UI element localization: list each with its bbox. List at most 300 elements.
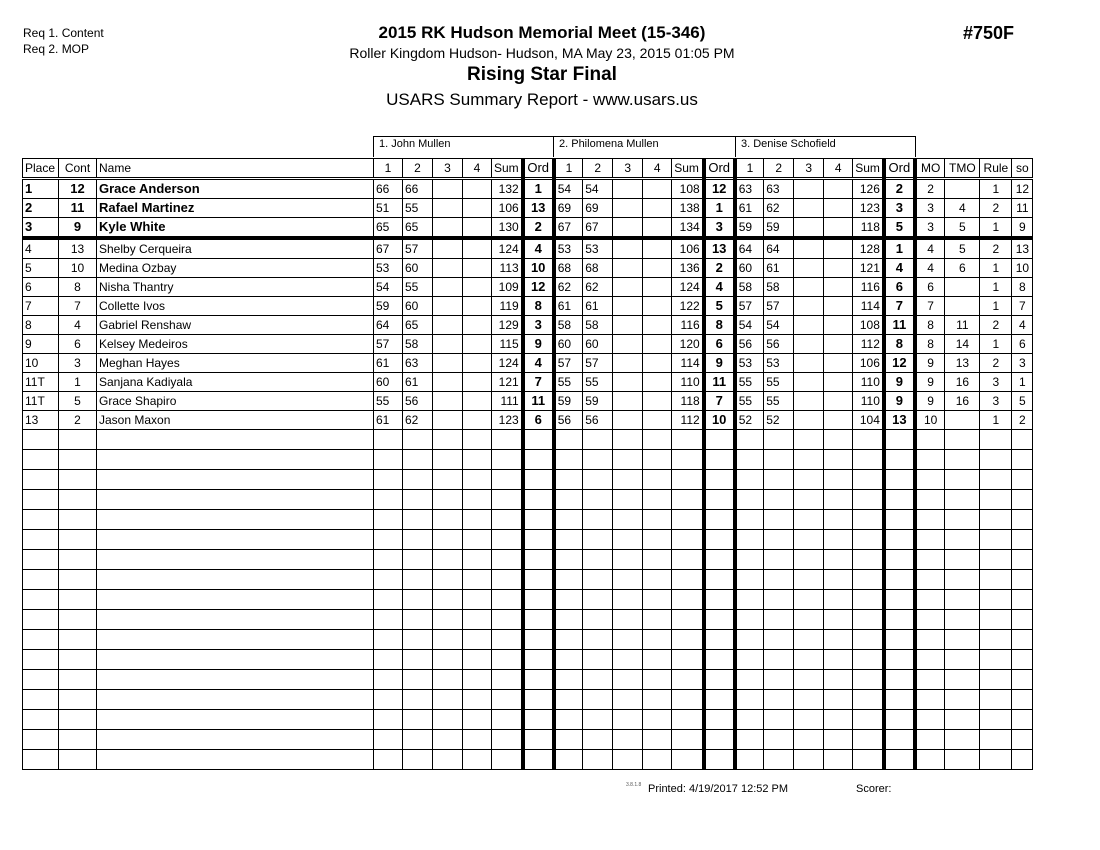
mo-cell: 8 (915, 316, 945, 335)
j1-sum-cell: 124 (492, 238, 523, 259)
empty-cell (1012, 430, 1033, 450)
col-header-place: Place (23, 159, 59, 179)
j3-score-cell: 61 (764, 259, 794, 278)
table-row (23, 297, 1033, 316)
rule-cell: 1 (980, 179, 1012, 199)
j1-score-cell (463, 179, 492, 199)
empty-cell (583, 470, 613, 490)
empty-cell (945, 590, 980, 610)
j3-score-cell (794, 238, 824, 259)
j3-score-cell: 55 (735, 373, 764, 392)
j3-score-cell: 57 (735, 297, 764, 316)
so-cell: 5 (1012, 392, 1033, 411)
empty-cell (554, 690, 583, 710)
j3-score-cell: 53 (735, 354, 764, 373)
judge-1-header: 1. John Mullen (373, 136, 554, 157)
j2-score-cell (643, 278, 672, 297)
empty-cell (945, 610, 980, 630)
empty-cell (613, 610, 643, 630)
empty-cell (523, 650, 554, 670)
j1-sum-cell: 132 (492, 179, 523, 199)
empty-cell (884, 510, 915, 530)
empty-cell (794, 650, 824, 670)
empty-cell (523, 670, 554, 690)
empty-cell (945, 530, 980, 550)
j3-sum-cell: 110 (853, 373, 884, 392)
j3-score-cell: 64 (735, 238, 764, 259)
empty-cell (853, 670, 884, 690)
empty-cell (59, 690, 97, 710)
j3-score-cell (794, 199, 824, 218)
j1-score-cell (463, 199, 492, 218)
empty-cell (59, 610, 97, 630)
rule-cell: 1 (980, 278, 1012, 297)
j1-ordinal-cell: 7 (523, 373, 554, 392)
empty-cell (945, 630, 980, 650)
j2-score-cell (643, 259, 672, 278)
empty-cell (980, 590, 1012, 610)
j1-score-cell: 66 (374, 179, 403, 199)
empty-cell (463, 470, 492, 490)
empty-cell (884, 610, 915, 630)
j3-score-cell (794, 179, 824, 199)
col-header-rule: Rule (980, 159, 1012, 179)
j1-score-cell: 67 (374, 238, 403, 259)
col-header-judge2-ord: Ord (704, 159, 735, 179)
empty-cell (523, 530, 554, 550)
j2-score-cell: 62 (554, 278, 583, 297)
j1-score-cell: 61 (403, 373, 433, 392)
empty-cell (945, 650, 980, 670)
empty-cell (764, 470, 794, 490)
empty-cell (554, 570, 583, 590)
empty-cell (613, 450, 643, 470)
empty-cell (433, 630, 463, 650)
empty-cell (643, 530, 672, 550)
empty-cell (704, 610, 735, 630)
place-cell: 8 (23, 316, 59, 335)
col-header-judge1-ord: Ord (523, 159, 554, 179)
empty-cell (735, 750, 764, 770)
so-cell: 2 (1012, 411, 1033, 430)
empty-cell (764, 530, 794, 550)
j2-ordinal-cell: 11 (704, 373, 735, 392)
j1-score-cell: 55 (374, 392, 403, 411)
empty-cell (884, 550, 915, 570)
empty-cell (23, 670, 59, 690)
empty-cell (523, 710, 554, 730)
empty-cell (403, 750, 433, 770)
empty-cell (794, 630, 824, 650)
j3-ordinal-cell: 7 (884, 297, 915, 316)
j3-sum-cell: 110 (853, 392, 884, 411)
j1-score-cell (433, 297, 463, 316)
empty-cell (980, 450, 1012, 470)
j3-ordinal-cell: 9 (884, 373, 915, 392)
empty-cell (403, 610, 433, 630)
empty-cell (853, 650, 884, 670)
empty-cell (824, 610, 853, 630)
empty-cell (915, 610, 945, 630)
empty-cell (583, 710, 613, 730)
empty-cell (523, 430, 554, 450)
skater-name-cell: Kyle White (97, 218, 374, 239)
empty-cell (523, 550, 554, 570)
venue-line: Roller Kingdom Hudson- Hudson, MA May 23, 2015 01:05 PM (349, 45, 735, 61)
empty-cell (915, 590, 945, 610)
j2-score-cell (643, 218, 672, 239)
empty-cell (492, 570, 523, 590)
empty-row (23, 710, 1033, 730)
j2-score-cell: 62 (583, 278, 613, 297)
empty-cell (583, 650, 613, 670)
empty-row (23, 430, 1033, 450)
j2-score-cell: 68 (554, 259, 583, 278)
j2-score-cell: 61 (554, 297, 583, 316)
empty-cell (672, 530, 704, 550)
tmo-cell (945, 179, 980, 199)
j1-score-cell: 53 (374, 259, 403, 278)
empty-cell (915, 670, 945, 690)
empty-cell (824, 530, 853, 550)
j3-score-cell (824, 259, 853, 278)
empty-cell (523, 730, 554, 750)
rule-cell: 2 (980, 316, 1012, 335)
empty-cell (794, 570, 824, 590)
empty-cell (945, 470, 980, 490)
empty-cell (704, 670, 735, 690)
empty-cell (764, 590, 794, 610)
empty-cell (1012, 590, 1033, 610)
empty-row (23, 530, 1033, 550)
empty-cell (59, 630, 97, 650)
empty-cell (463, 630, 492, 650)
empty-cell (884, 710, 915, 730)
j1-score-cell (463, 354, 492, 373)
empty-cell (403, 490, 433, 510)
j3-ordinal-cell: 13 (884, 411, 915, 430)
empty-row (23, 730, 1033, 750)
j1-sum-cell: 109 (492, 278, 523, 297)
col-header-so: so (1012, 159, 1033, 179)
j2-score-cell (613, 316, 643, 335)
col-header-judge2-2: 2 (583, 159, 613, 179)
empty-cell (764, 730, 794, 750)
empty-cell (523, 470, 554, 490)
j3-score-cell (794, 335, 824, 354)
j2-score-cell (613, 199, 643, 218)
j2-score-cell (613, 179, 643, 199)
j3-sum-cell: 128 (853, 238, 884, 259)
empty-cell (23, 470, 59, 490)
skater-name-cell: Kelsey Medeiros (97, 335, 374, 354)
empty-cell (613, 730, 643, 750)
j1-sum-cell: 130 (492, 218, 523, 239)
j3-ordinal-cell: 8 (884, 335, 915, 354)
empty-cell (374, 630, 403, 650)
j1-score-cell: 65 (403, 316, 433, 335)
empty-cell (433, 510, 463, 530)
empty-cell (794, 530, 824, 550)
empty-cell (374, 710, 403, 730)
empty-cell (884, 490, 915, 510)
contestant-number-cell: 10 (59, 259, 97, 278)
j3-score-cell: 57 (764, 297, 794, 316)
contestant-number-cell: 7 (59, 297, 97, 316)
empty-cell (735, 470, 764, 490)
j1-sum-cell: 111 (492, 392, 523, 411)
empty-cell (23, 590, 59, 610)
empty-cell (59, 510, 97, 530)
j1-score-cell: 55 (403, 278, 433, 297)
j3-score-cell (794, 411, 824, 430)
mo-cell: 3 (915, 199, 945, 218)
skater-name-cell: Jason Maxon (97, 411, 374, 430)
empty-cell (915, 710, 945, 730)
j3-score-cell: 55 (735, 392, 764, 411)
col-header-judge1-3: 3 (433, 159, 463, 179)
empty-cell (433, 670, 463, 690)
empty-cell (704, 730, 735, 750)
j1-score-cell (463, 316, 492, 335)
event-code: #750F (963, 23, 1015, 43)
j2-score-cell: 55 (554, 373, 583, 392)
empty-cell (794, 490, 824, 510)
j1-ordinal-cell: 12 (523, 278, 554, 297)
j1-sum-cell: 106 (492, 199, 523, 218)
col-header-judge1-4: 4 (463, 159, 492, 179)
so-cell: 3 (1012, 354, 1033, 373)
empty-cell (59, 490, 97, 510)
empty-cell (884, 650, 915, 670)
empty-cell (915, 490, 945, 510)
contestant-number-cell: 9 (59, 218, 97, 239)
empty-cell (884, 430, 915, 450)
j2-sum-cell: 136 (672, 259, 704, 278)
j3-score-cell: 55 (764, 373, 794, 392)
empty-row (23, 450, 1033, 470)
empty-cell (97, 590, 374, 610)
j2-ordinal-cell: 4 (704, 278, 735, 297)
empty-cell (980, 670, 1012, 690)
empty-cell (374, 550, 403, 570)
j1-ordinal-cell: 13 (523, 199, 554, 218)
j3-score-cell: 63 (735, 179, 764, 199)
empty-cell (583, 670, 613, 690)
col-header-judge1-sum: Sum (492, 159, 523, 179)
empty-cell (583, 430, 613, 450)
empty-cell (704, 470, 735, 490)
j2-ordinal-cell: 12 (704, 179, 735, 199)
empty-cell (554, 530, 583, 550)
j2-score-cell (643, 238, 672, 259)
empty-cell (824, 430, 853, 450)
empty-cell (433, 570, 463, 590)
j1-score-cell (463, 259, 492, 278)
empty-cell (433, 750, 463, 770)
empty-cell (463, 730, 492, 750)
empty-cell (672, 730, 704, 750)
j3-score-cell (794, 316, 824, 335)
empty-cell (704, 630, 735, 650)
j3-score-cell (794, 354, 824, 373)
empty-cell (59, 470, 97, 490)
empty-cell (403, 650, 433, 670)
j3-score-cell: 59 (764, 218, 794, 239)
empty-cell (672, 710, 704, 730)
col-header-name: Name (97, 159, 374, 179)
empty-cell (1012, 450, 1033, 470)
j3-sum-cell: 118 (853, 218, 884, 239)
j1-sum-cell: 129 (492, 316, 523, 335)
empty-cell (672, 590, 704, 610)
empty-cell (492, 750, 523, 770)
j2-score-cell: 56 (583, 411, 613, 430)
col-header-judge3-sum: Sum (853, 159, 884, 179)
empty-cell (794, 430, 824, 450)
empty-cell (643, 690, 672, 710)
empty-cell (554, 450, 583, 470)
empty-cell (59, 670, 97, 690)
mo-cell: 8 (915, 335, 945, 354)
empty-cell (824, 730, 853, 750)
empty-cell (1012, 630, 1033, 650)
j2-score-cell (613, 238, 643, 259)
empty-cell (403, 550, 433, 570)
empty-cell (492, 650, 523, 670)
j3-score-cell: 63 (764, 179, 794, 199)
j2-ordinal-cell: 6 (704, 335, 735, 354)
empty-cell (945, 450, 980, 470)
tmo-cell: 11 (945, 316, 980, 335)
empty-cell (915, 730, 945, 750)
j1-ordinal-cell: 1 (523, 179, 554, 199)
empty-cell (704, 510, 735, 530)
empty-cell (824, 690, 853, 710)
j1-score-cell (433, 373, 463, 392)
empty-cell (735, 550, 764, 570)
empty-cell (463, 710, 492, 730)
empty-row (23, 610, 1033, 630)
empty-cell (980, 730, 1012, 750)
empty-cell (97, 550, 374, 570)
empty-cell (764, 610, 794, 630)
j3-score-cell: 60 (735, 259, 764, 278)
j2-score-cell (643, 316, 672, 335)
empty-cell (554, 670, 583, 690)
empty-cell (853, 690, 884, 710)
empty-cell (794, 610, 824, 630)
empty-cell (672, 490, 704, 510)
j1-score-cell (433, 316, 463, 335)
empty-cell (463, 550, 492, 570)
empty-cell (824, 590, 853, 610)
empty-cell (704, 450, 735, 470)
judge-2-header: 2. Philomena Mullen (553, 136, 736, 157)
j1-score-cell (433, 238, 463, 259)
place-cell: 9 (23, 335, 59, 354)
j3-score-cell: 56 (764, 335, 794, 354)
empty-cell (884, 670, 915, 690)
empty-cell (764, 690, 794, 710)
empty-cell (1012, 710, 1033, 730)
j2-score-cell: 54 (583, 179, 613, 199)
j1-sum-cell: 121 (492, 373, 523, 392)
empty-cell (403, 630, 433, 650)
j3-sum-cell: 123 (853, 199, 884, 218)
mo-cell: 2 (915, 179, 945, 199)
empty-cell (554, 750, 583, 770)
empty-cell (764, 430, 794, 450)
empty-cell (1012, 470, 1033, 490)
j3-score-cell: 64 (764, 238, 794, 259)
empty-cell (915, 470, 945, 490)
empty-cell (463, 570, 492, 590)
j2-sum-cell: 112 (672, 411, 704, 430)
empty-cell (1012, 730, 1033, 750)
empty-cell (794, 550, 824, 570)
j2-score-cell: 59 (583, 392, 613, 411)
empty-cell (643, 490, 672, 510)
skater-name-cell: Shelby Cerqueira (97, 238, 374, 259)
empty-cell (672, 690, 704, 710)
j1-score-cell (463, 411, 492, 430)
skater-name-cell: Grace Anderson (97, 179, 374, 199)
empty-cell (583, 750, 613, 770)
j1-score-cell: 57 (403, 238, 433, 259)
j3-score-cell: 56 (735, 335, 764, 354)
j2-score-cell: 58 (554, 316, 583, 335)
report-title: USARS Summary Report - www.usars.us (386, 90, 698, 109)
empty-cell (492, 490, 523, 510)
empty-cell (735, 710, 764, 730)
j2-score-cell (643, 199, 672, 218)
j3-score-cell: 58 (735, 278, 764, 297)
j3-ordinal-cell: 4 (884, 259, 915, 278)
empty-cell (704, 490, 735, 510)
empty-cell (554, 470, 583, 490)
mo-cell: 4 (915, 259, 945, 278)
j1-score-cell: 65 (374, 218, 403, 239)
j3-score-cell (794, 259, 824, 278)
contestant-number-cell: 6 (59, 335, 97, 354)
empty-cell (433, 430, 463, 450)
empty-cell (374, 510, 403, 530)
col-header-judge2-sum: Sum (672, 159, 704, 179)
j3-score-cell (824, 316, 853, 335)
empty-cell (735, 670, 764, 690)
empty-cell (23, 570, 59, 590)
place-cell: 1 (23, 179, 59, 199)
empty-cell (1012, 490, 1033, 510)
table-row (23, 199, 1033, 218)
j1-score-cell (463, 278, 492, 297)
empty-cell (643, 610, 672, 630)
skater-name-cell: Medina Ozbay (97, 259, 374, 278)
empty-cell (735, 630, 764, 650)
empty-cell (583, 490, 613, 510)
place-cell: 3 (23, 218, 59, 239)
mo-cell: 4 (915, 238, 945, 259)
j3-score-cell (824, 411, 853, 430)
col-header-judge3-4: 4 (824, 159, 853, 179)
j1-score-cell (463, 218, 492, 239)
j2-score-cell: 56 (554, 411, 583, 430)
contestant-number-cell: 2 (59, 411, 97, 430)
j3-score-cell: 54 (764, 316, 794, 335)
rule-cell: 2 (980, 354, 1012, 373)
empty-cell (523, 450, 554, 470)
